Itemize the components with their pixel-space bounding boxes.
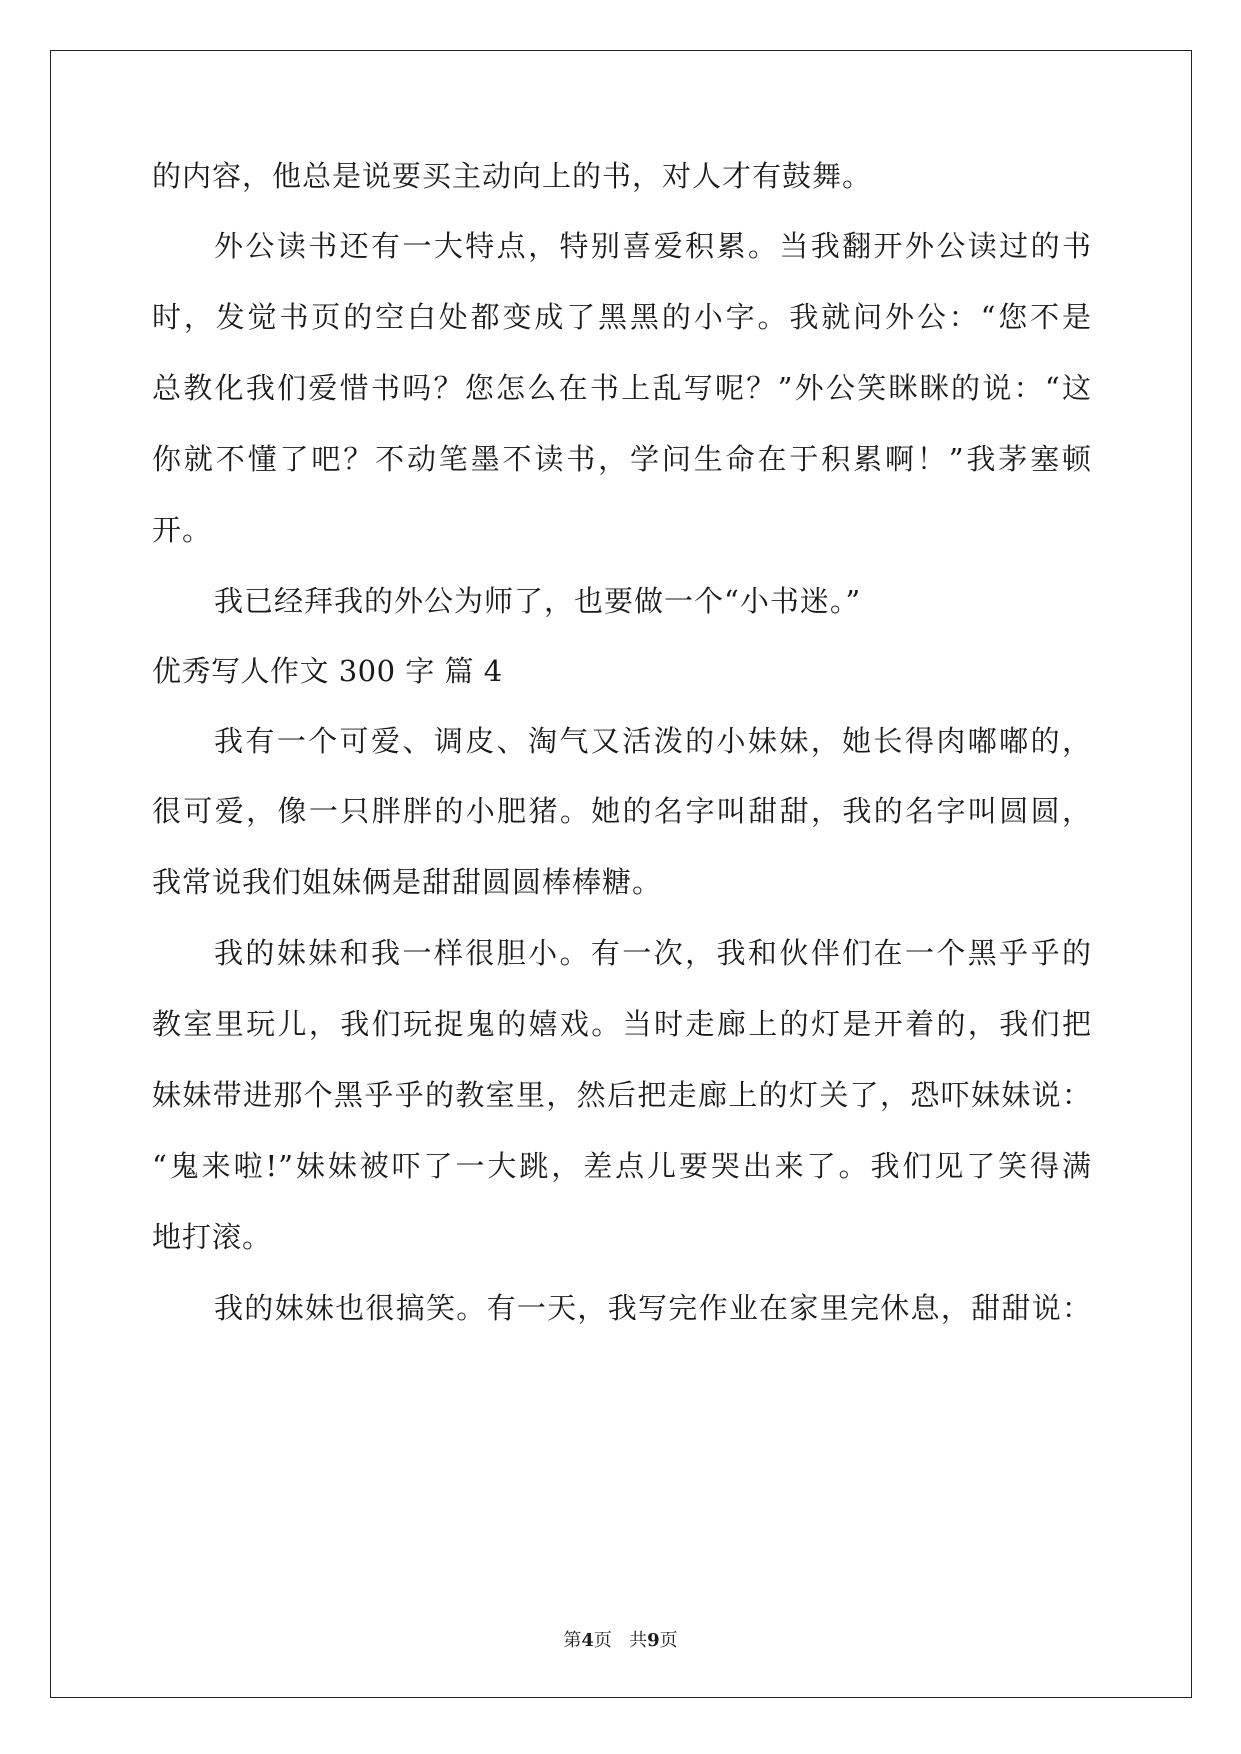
text-line: 的内容，他总是说要买主动向上的书，对人才有鼓舞。	[152, 159, 873, 193]
text-line: 地打滚。	[152, 1220, 273, 1254]
text-line: 教室里玩儿，我们玩捉鬼的嬉戏。当时走廊上的灯是开着的，我们把	[152, 1007, 1092, 1041]
page-current: 4	[581, 1630, 594, 1651]
section-heading: 优秀写人作文 300 字 篇 4	[152, 654, 503, 688]
text-line: 开。	[152, 513, 213, 547]
text-line: 我有一个可爱、调皮、淘气又活泼的小妹妹，她长得肉嘟嘟的，	[214, 724, 1092, 758]
text-line: 你就不懂了吧？不动笔墨不读书，学问生命在于积累啊！”我茅塞顿	[152, 442, 1092, 476]
text-line: 时，发觉书页的空白处都变成了黑黑的小字。我就问外公：“您不是	[152, 300, 1092, 334]
total-prefix: 共	[629, 1630, 648, 1651]
text-line: 我的妹妹也很搞笑。有一天，我写完作业在家里完休息，甜甜说：	[214, 1291, 1092, 1325]
text-line: 我已经拜我的外公为师了，也要做一个“小书迷。”	[214, 584, 862, 618]
text-line: 妹妹带进那个黑乎乎的教室里，然后把走廊上的灯关了，恐吓妹妹说：	[152, 1078, 1092, 1112]
page-footer	[0, 1629, 1241, 1653]
text-line: 很可爱，像一只胖胖的小肥猪。她的名字叫甜甜，我的名字叫圆圆，	[152, 794, 1092, 828]
text-line: 我常说我们姐妹俩是甜甜圆圆棒棒糖。	[152, 865, 663, 899]
text-line: 我的妹妹和我一样很胆小。有一次，我和伙伴们在一个黑乎乎的	[214, 936, 1092, 970]
page-total: 9	[647, 1630, 660, 1651]
page-prefix: 第	[563, 1630, 582, 1651]
text-line: 外公读书还有一大特点，特别喜爱积累。当我翻开外公读过的书	[214, 229, 1092, 263]
text-line: 总教化我们爱惜书吗？您怎么在书上乱写呢？”外公笑眯眯的说：“这	[152, 371, 1092, 405]
page-suffix: 页	[593, 1630, 612, 1651]
text-line: “鬼来啦!”妹妹被吓了一大跳，差点儿要哭出来了。我们见了笑得满	[152, 1149, 1092, 1183]
total-suffix: 页	[659, 1630, 678, 1651]
